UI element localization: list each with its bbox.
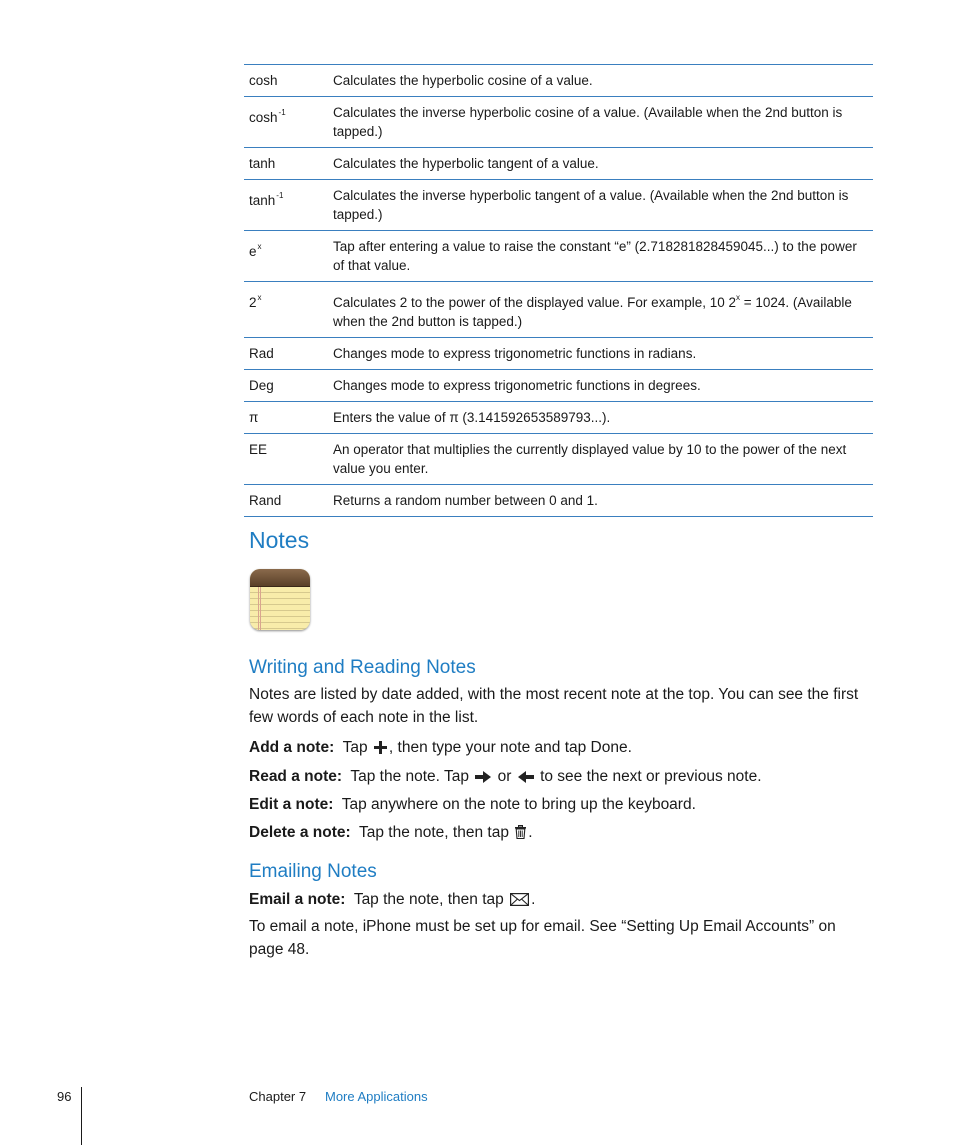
delete-note-label: Delete a note: <box>249 824 351 841</box>
add-note-instruction <box>249 736 869 761</box>
table-row <box>244 338 873 370</box>
function-name: $\cosh^{-1}$ <box>249 108 286 125</box>
notes-icon-margin <box>260 587 261 630</box>
function-description: Tap after entering a value to raise the constant “e” (2.718281828459045...) to the power of that value. <box>333 239 857 273</box>
footer-divider <box>81 1087 82 1145</box>
function-name: Rad <box>249 346 274 361</box>
function-name: 2$^x$ <box>249 293 262 310</box>
writing-notes-heading: Writing and Reading Notes <box>249 657 476 678</box>
envelope-icon <box>510 890 529 913</box>
function-description: An operator that multiplies the currently displayed value by 10 to the power of the next value you enter. <box>333 442 847 476</box>
function-description: Changes mode to express trigonometric functions in radians. <box>333 346 697 361</box>
function-name: cosh <box>249 73 278 88</box>
left-arrow-icon <box>518 767 534 790</box>
table-row <box>244 65 873 97</box>
email-setup-paragraph: To email a note, iPhone must be set up for email. See “Setting Up Email Accounts” on page 48. <box>249 918 836 958</box>
notes-icon-binding <box>250 569 310 587</box>
page-number: 96 <box>57 1089 72 1104</box>
email-note-text: Tap the note, then tap <box>353 891 504 908</box>
edit-note-text: Tap anywhere on the note to bring up the keyboard. <box>341 796 696 813</box>
table-row <box>244 231 873 282</box>
table-row <box>244 148 873 180</box>
function-description: Enters the value of π (3.141592653589793...). <box>333 410 611 425</box>
table-row <box>244 434 873 485</box>
right-arrow-icon <box>475 767 491 790</box>
email-note-instruction <box>249 888 869 913</box>
notes-icon-paper <box>250 587 310 630</box>
add-note-label: Add a note: <box>249 739 335 756</box>
plus-icon <box>374 738 387 761</box>
table-row <box>244 485 873 517</box>
delete-note-text: Tap the note, then tap <box>358 824 509 841</box>
function-description: Calculates the hyperbolic cosine of a value. <box>333 73 593 88</box>
function-name: tanh <box>249 156 276 171</box>
function-name: Rand <box>249 493 282 508</box>
chapter-title-link[interactable]: More Applications <box>325 1089 428 1104</box>
delete-note-instruction <box>249 821 869 846</box>
section-title: Notes <box>249 527 310 553</box>
function-name: π <box>249 410 259 425</box>
function-name: Deg <box>249 378 274 393</box>
read-note-text: to see the next or previous note. <box>540 768 762 785</box>
add-note-text: Tap <box>342 739 368 756</box>
function-name: EE <box>249 442 268 457</box>
emailing-notes-heading: Emailing Notes <box>249 861 377 882</box>
writing-intro: Notes are listed by date added, with the most recent note at the top. You can see the first few words of each note in the list. <box>249 686 859 726</box>
edit-note-instruction <box>249 793 869 816</box>
function-name: $e^x$ <box>249 242 262 259</box>
chapter-label: Chapter 7 <box>249 1089 307 1104</box>
email-note-text: . <box>531 891 536 908</box>
function-description: Calculates 2 to the power of the displayed value. For example, 10 $2^x = 1024$. (Available when the 2nd button is tapped.) <box>333 293 852 329</box>
function-description: Calculates the hyperbolic tangent of a value. <box>333 156 599 171</box>
table-row <box>244 402 873 434</box>
email-note-label: Email a note: <box>249 891 346 908</box>
trash-icon <box>515 823 526 846</box>
table-row <box>244 180 873 231</box>
table-row <box>244 282 873 338</box>
function-table <box>244 64 873 517</box>
function-name: $\tanh^{-1}$ <box>249 191 284 208</box>
read-note-label: Read a note: <box>249 768 343 785</box>
edit-note-label: Edit a note: <box>249 796 334 813</box>
add-note-text: , then type your note and tap Done. <box>388 739 632 756</box>
notes-app-icon <box>250 569 310 630</box>
delete-note-text: . <box>528 824 533 841</box>
read-note-text: Tap the note. Tap <box>350 768 470 785</box>
table-row <box>244 370 873 402</box>
function-description: Returns a random number between 0 and 1. <box>333 493 598 508</box>
notes-icon-margin <box>258 587 259 630</box>
read-note-text: or <box>497 768 512 785</box>
function-description: Calculates the inverse hyperbolic cosine of a value. (Available when the 2nd button is tapped.) <box>333 105 843 139</box>
function-description: Changes mode to express trigonometric functions in degrees. <box>333 378 701 393</box>
table-row <box>244 97 873 148</box>
function-description: Calculates the inverse hyperbolic tangent of a value. (Available when the 2nd button is tapped.) <box>333 188 849 222</box>
read-note-instruction <box>249 765 869 790</box>
